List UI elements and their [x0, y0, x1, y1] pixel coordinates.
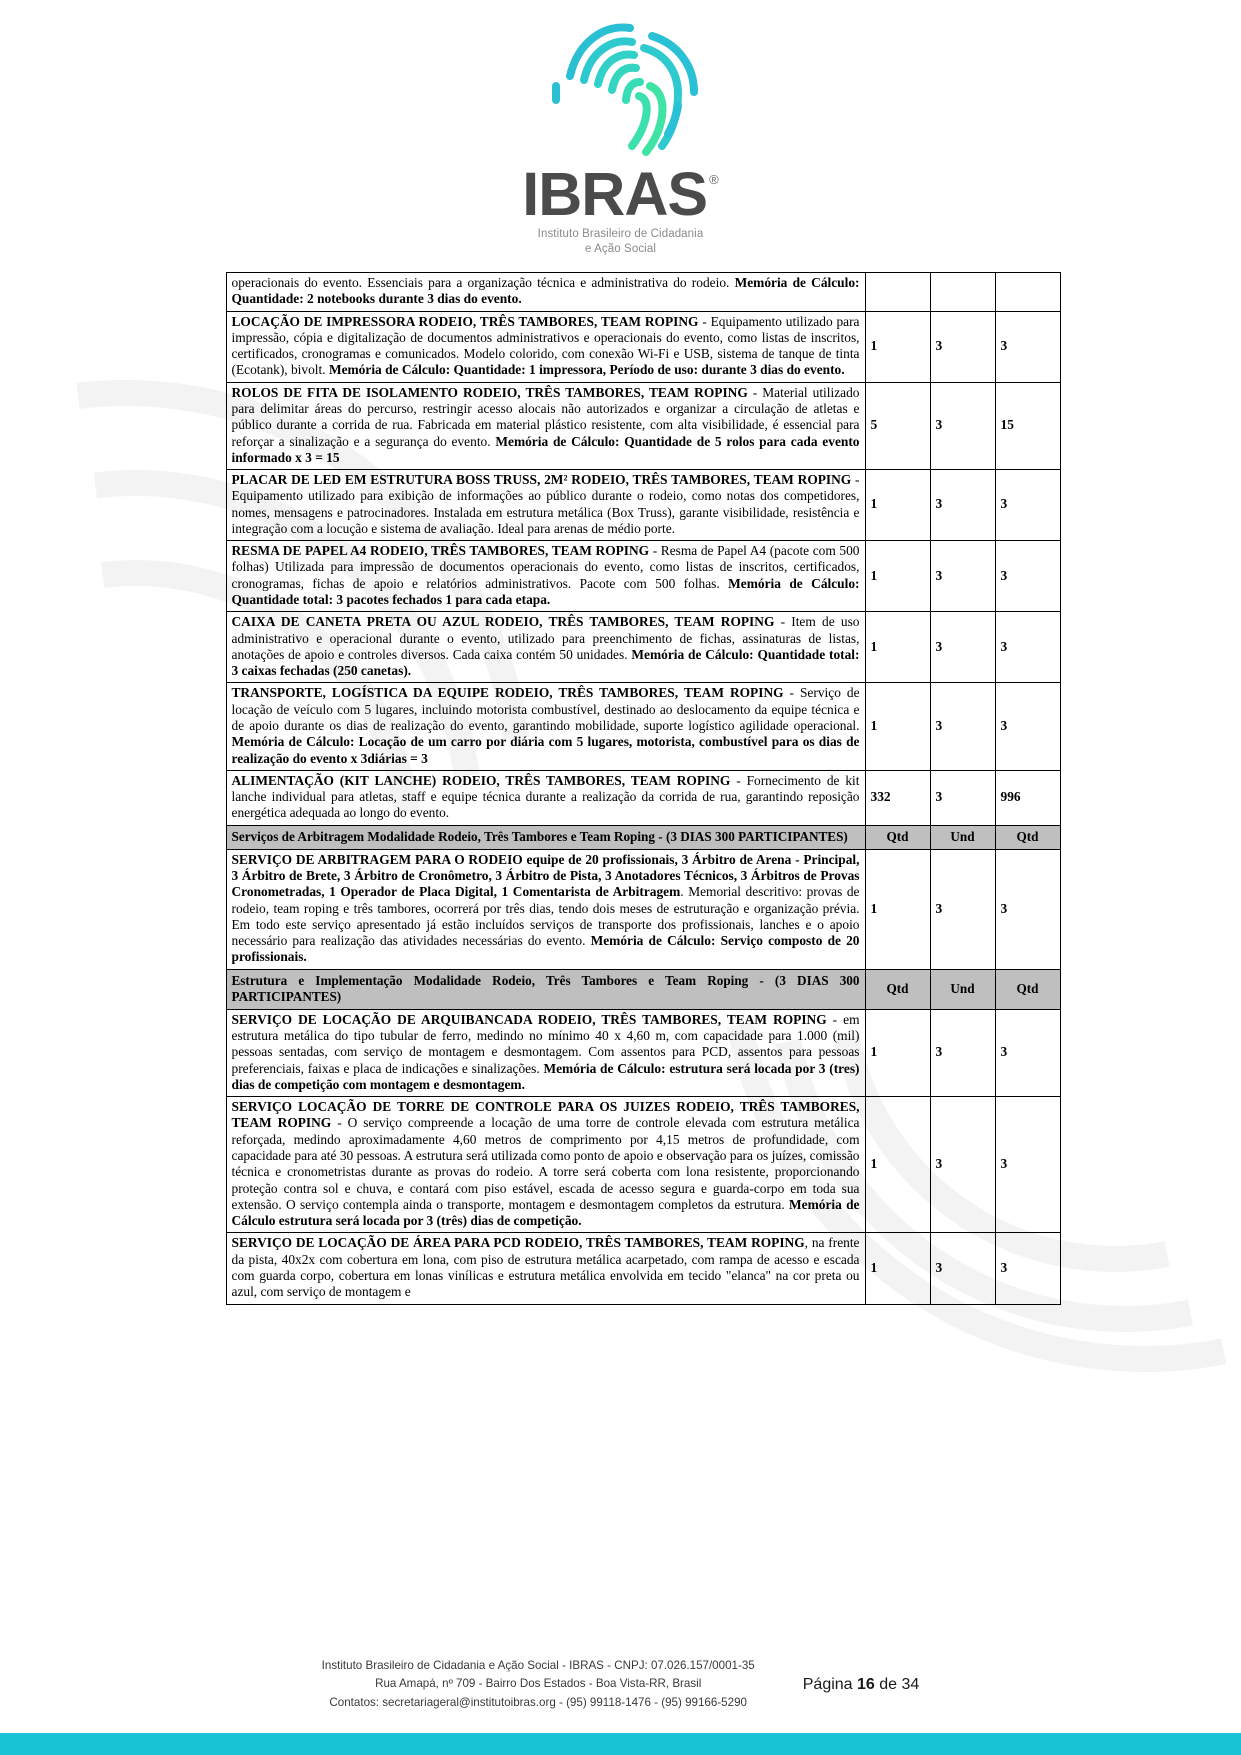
cell-und: 3 — [930, 612, 995, 683]
cell-qtd-total: 3 — [995, 1009, 1060, 1096]
brand-wordmark: IBRAS — [522, 160, 708, 228]
cell-description: ALIMENTAÇÃO (KIT LANCHE) RODEIO, TRÊS TAMBORES, TEAM ROPING - Fornecimento de kit lanche individual para atletas, staff e equipe técnica durante a realização da corrida de rua, garantindo reposição energética adequada ao longo do evento. — [226, 770, 865, 825]
brand-row — [522, 160, 719, 228]
table-section-row — [226, 969, 1060, 1009]
cell-description: SERVIÇO DE LOCAÇÃO DE ARQUIBANCADA RODEIO, TRÊS TAMBORES, TEAM ROPING - em estrutura metálica do tipo tubular de ferro, medindo no mínimo 40 x 4,60 m, com capacidade para 1.000 (mil) pessoas sentadas, com serviço de montagem e desmontagem. Com assentos para PCD, assentos para pessoas preferenciais, faixas e placa de indicações e sinalizações. Memória de Cálculo: estrutura será locada por 3 (tres) dias de competição com montagem e desmontagem. — [226, 1009, 865, 1096]
page-total: 34 — [901, 1675, 920, 1693]
brand-subtitle-line1: Instituto Brasileiro de Cidadania — [537, 227, 704, 240]
cell-qtd-total — [995, 272, 1060, 311]
page-of: de — [879, 1675, 898, 1693]
cell-description: ROLOS DE FITA DE ISOLAMENTO RODEIO, TRÊS TAMBORES, TEAM ROPING - Material utilizado para delimitar áreas do percurso, restringir acesso alocais não autorizados e organizar a circulação de atletas e público durante a corrida de rua. Fabricada em material plástico resistente, com alta visibilidade, é essencial para reforçar a sinalização e a segurança do evento. Memória de Cálculo: Quantidade de 5 rolos para cada evento informado x 3 = 15 — [226, 382, 865, 469]
cell-und: 3 — [930, 1233, 995, 1304]
cell-qtd: Qtd — [865, 825, 930, 849]
cell-qtd: 1 — [865, 683, 930, 770]
cell-und: 3 — [930, 1097, 995, 1233]
footer-line-entity: Instituto Brasileiro de Cidadania e Ação Social - IBRAS - CNPJ: 07.026.157/0001-35 — [321, 1658, 755, 1672]
cell-qtd: 1 — [865, 1097, 930, 1233]
table-row — [226, 541, 1060, 612]
cell-qtd: 1 — [865, 311, 930, 382]
cell-description: PLACAR DE LED EM ESTRUTURA BOSS TRUSS, 2M² RODEIO, TRÊS TAMBORES, TEAM ROPING - Equipamento utilizado para exibição de informações ao público durante o rodeio, como notas dos competidores, nomes, mensagens e patrocinadores. Instalada em estrutura metálica (Box Truss), garante visibilidade, resistência e integração com a locução e sistema de avaliação. Ideal para arenas de médio porte. — [226, 470, 865, 541]
cell-und: Und — [930, 825, 995, 849]
specification-table — [226, 272, 1061, 1305]
cell-description: SERVIÇO DE ARBITRAGEM PARA O RODEIO equipe de 20 profissionais, 3 Árbitro de Arena - Principal, 3 Árbitro de Brete, 3 Árbitro de Cronômetro, 3 Árbitro de Pista, 3 Anotadores Técnicos, 3 Árbitros de Provas Cronometradas, 1 Operador de Placa Digital, 1 Comentarista de Arbitragem. Memorial descritivo: provas de rodeio, team roping e três tambores, ocorrerá por três dias, tendo dois meses de estruturação e organização prévia. Em todo este serviço apresentado já estão incluídos serviços de transporte dos profissionais, lanches e o apoio necessário para realização das atividades necessárias do evento. Memória de Cálculo: Serviço composto de 20 profissionais. — [226, 849, 865, 969]
cell-und: 3 — [930, 311, 995, 382]
cell-description: CAIXA DE CANETA PRETA OU AZUL RODEIO, TRÊS TAMBORES, TEAM ROPING - Item de uso administrativo e operacional durante o evento, utilizado para preenchimento de fichas, assinaturas de listas, anotações de apoio e controles diversos. Cada caixa contém 50 unidades. Memória de Cálculo: Quantidade total: 3 caixas fechadas (250 canetas). — [226, 612, 865, 683]
cell-und: 3 — [930, 541, 995, 612]
cell-qtd-total: 3 — [995, 541, 1060, 612]
specification-table-body — [226, 272, 1060, 1304]
cell-und: 3 — [930, 683, 995, 770]
bottom-accent-bar — [0, 1733, 1241, 1755]
table-section-row — [226, 825, 1060, 849]
cell-qtd: Qtd — [865, 969, 930, 1009]
cell-description: TRANSPORTE, LOGÍSTICA DA EQUIPE RODEIO, TRÊS TAMBORES, TEAM ROPING - Serviço de locação de veículo com 5 lugares, incluindo motorista combustível, destinado ao deslocamento da equipe técnica e de apoio durante os dias de realização do evento, garantindo mobilidade, suporte logístico agilidade operacional. Memória de Cálculo: Locação de um carro por diária com 5 lugares, motorista, combustível para os dias de realização do evento x 3diárias = 3 — [226, 683, 865, 770]
cell-und: 3 — [930, 770, 995, 825]
table-row — [226, 470, 1060, 541]
page-number — [803, 1676, 920, 1694]
table-row — [226, 612, 1060, 683]
cell-qtd: 5 — [865, 382, 930, 469]
page-footer — [0, 1657, 1241, 1713]
ibras-logo — [0, 0, 1241, 258]
table-row — [226, 311, 1060, 382]
cell-und: 3 — [930, 382, 995, 469]
page-current: 16 — [857, 1675, 875, 1693]
cell-und: 3 — [930, 1009, 995, 1096]
footer-contact-block — [322, 1657, 755, 1713]
table-row — [226, 382, 1060, 469]
page-label: Página — [802, 1675, 853, 1693]
cell-qtd-total: 3 — [995, 683, 1060, 770]
cell-description: SERVIÇO LOCAÇÃO DE TORRE DE CONTROLE PARA OS JUIZES RODEIO, TRÊS TAMBORES, TEAM ROPING - O serviço compreende a locação de uma torre de controle elevada com estrutura metálica reforçada, medindo aproximadamente 4,60 metros de comprimento por 4,15 metros de profundidade, com capacidade para até 30 pessoas. A estrutura será utilizada como ponto de apoio e observação para os juízes, comissão técnica e cronometristas durante as provas do rodeio. A torre será coberta com lona resistente, proporcionando proteção contra sol e chuva, e contará com piso estável, escada de acesso segura e guarda-corpo em toda sua extensão. O serviço contempla ainda o transporte, montagem e desmontagem completos da estrutura. Memória de Cálculo estrutura será locada por 3 (três) dias de competição. — [226, 1097, 865, 1233]
cell-qtd: 1 — [865, 470, 930, 541]
brand-subtitle-line2: e Ação Social — [584, 243, 656, 256]
cell-description: Estrutura e Implementação Modalidade Rodeio, Três Tambores e Team Roping - (3 DIAS 300 PARTICIPANTES) — [226, 969, 865, 1009]
cell-qtd: 1 — [865, 612, 930, 683]
cell-qtd: 1 — [865, 1009, 930, 1096]
cell-qtd: 1 — [865, 1233, 930, 1304]
cell-qtd: 332 — [865, 770, 930, 825]
registered-mark: ® — [709, 172, 719, 187]
table-row — [226, 272, 1060, 311]
footer-line-contacts: Contatos: secretariageral@institutoibras.org - (95) 99118-1476 - (95) 99166-5290 — [329, 1696, 747, 1710]
cell-qtd-total: 3 — [995, 1233, 1060, 1304]
fingerprint-icon — [526, 14, 716, 164]
cell-qtd-total: 3 — [995, 849, 1060, 969]
cell-und: 3 — [930, 849, 995, 969]
cell-qtd: 1 — [865, 849, 930, 969]
table-row — [226, 1233, 1060, 1304]
cell-qtd-total: 3 — [995, 470, 1060, 541]
cell-qtd-total: 3 — [995, 612, 1060, 683]
specification-table-area — [226, 272, 1039, 1305]
cell-qtd-total: Qtd — [995, 825, 1060, 849]
cell-description: Serviços de Arbitragem Modalidade Rodeio, Três Tambores e Team Roping - (3 DIAS 300 PARTICIPANTES) — [226, 825, 865, 849]
cell-description: LOCAÇÃO DE IMPRESSORA RODEIO, TRÊS TAMBORES, TEAM ROPING - Equipamento utilizado para impressão, cópia e digitalização de documentos administrativos e operacionais do evento, como listas de inscritos, certificados, cronogramas e comunicados. Modelo colorido, com conexão Wi-Fi e USB, sistema de tanque de tinta (Ecotank), bivolt. Memória de Cálculo: Quantidade: 1 impressora, Período de uso: durante 3 dias do evento. — [226, 311, 865, 382]
table-row — [226, 1097, 1060, 1233]
cell-und: 3 — [930, 470, 995, 541]
cell-qtd — [865, 272, 930, 311]
cell-qtd-total: 3 — [995, 311, 1060, 382]
cell-qtd-total: 3 — [995, 1097, 1060, 1233]
cell-qtd-total: Qtd — [995, 969, 1060, 1009]
cell-qtd-total: 15 — [995, 382, 1060, 469]
cell-description: SERVIÇO DE LOCAÇÃO DE ÁREA PARA PCD RODEIO, TRÊS TAMBORES, TEAM ROPING, na frente da pista, 40x2x com cobertura em lona, com piso de estrutura metálica acarpetado, com rampa de acesso e escada com guarda corpo, cobertura em lonas vinílicas e estrutura metálica envolvida em tecido "elanca" na cor preta ou azul, com serviço de montagem e — [226, 1233, 865, 1304]
brand-subtitle — [538, 227, 704, 258]
footer-line-address: Rua Amapá, nº 709 - Bairro Dos Estados - Boa Vista-RR, Brasil — [375, 1677, 702, 1691]
table-row — [226, 770, 1060, 825]
table-row — [226, 1009, 1060, 1096]
table-row — [226, 683, 1060, 770]
cell-description: RESMA DE PAPEL A4 RODEIO, TRÊS TAMBORES, TEAM ROPING - Resma de Papel A4 (pacote com 500 folhas) Utilizada para impressão de documentos operacionais do evento, como listas de inscritos, certificados, cronogramas, fichas de apoio e relatórios administrativos. Pacote com 500 folhas. Memória de Cálculo: Quantidade total: 3 pacotes fechados 1 para cada etapa. — [226, 541, 865, 612]
cell-und — [930, 272, 995, 311]
cell-description: operacionais do evento. Essenciais para a organização técnica e administrativa do rodeio. Memória de Cálculo: Quantidade: 2 notebooks durante 3 dias do evento. — [226, 272, 865, 311]
cell-qtd-total: 996 — [995, 770, 1060, 825]
cell-und: Und — [930, 969, 995, 1009]
cell-qtd: 1 — [865, 541, 930, 612]
table-row — [226, 849, 1060, 969]
